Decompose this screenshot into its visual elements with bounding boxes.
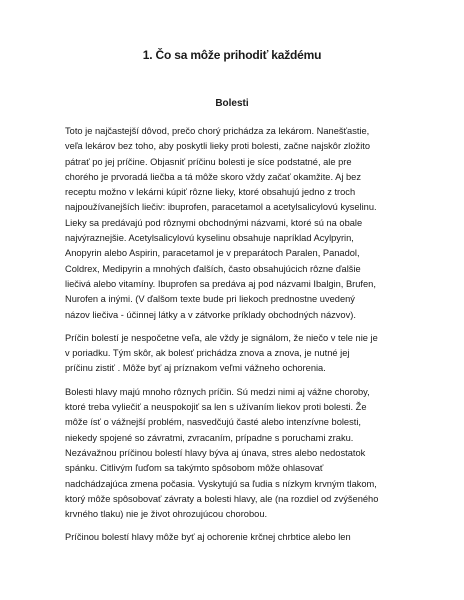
text-line: môže ísť o vážnejší problém, nasvedčujú časté alebo intenzívne bolesti, [65,417,361,428]
text-line: príčinu zistiť . Môže byť aj príznakom veľmi vážneho ochorenia. [65,363,326,374]
text-line: liečivá alebo vitamíny. Ibuprofen sa predáva aj pod názvami Ibalgin, Brufen, [65,278,376,289]
paragraph [65,385,405,523]
text-line: Anopyrin alebo Aspirin, paracetamol je v preparátoch Paralen, Panadol, [65,248,360,259]
text-line: pátrať po jej príčine. Objasniť príčinu bolesti je síce podstatné, ale pre [65,156,352,167]
text-line: v poriadku. Tým skôr, ak bolesť prichádza znova a znova, je nutné jej [65,348,350,359]
text-line: Lieky sa predávajú pod rôznymi obchodnými názvami, ktoré sú na obale [65,217,363,228]
text-line: niekedy spojené so závratmi, zvracaním, prípadne s poruchami zraku. [65,432,354,443]
text-line: Nezávažnou príčinou bolestí hlavy býva aj únava, stres alebo nedostatok [65,447,366,458]
text-line: receptu možno v lekárni kúpiť rôzne lieky, ktoré obsahujú jedno z troch [65,187,356,198]
text-line: najvýraznejšie. Acetylsalicylovú kyselinu obsahuje napríklad Acylpyrin, [65,233,354,244]
text-line: Príčinou bolestí hlavy môže byť aj ochorenie krčnej chrbtice alebo len [65,532,351,543]
text-line: chorého je prvoradá liečba a tá môže skoro vždy začať okamžite. Aj bez [65,171,361,182]
paragraph [65,331,405,377]
text-line: ktorý môže spôsobovať závraty a bolesti hlavy, ale (na rozdiel od zvýšeného [65,493,379,504]
text-line: názov liečiva - účinnej látky a v zátvorke príklady obchodných názvov). [65,309,356,320]
text-line: nadchádzajúca zmena počasia. Vyskytujú sa ľudia s nízkym krvným tlakom, [65,478,377,489]
page-title: 1. Čo sa môže prihodiť každému [142,48,322,62]
text-line: Príčin bolestí je nespočetne veľa, ale vždy je signálom, že niečo v tele nie je [65,332,378,343]
section-heading: Bolesti [215,98,249,109]
text-line: spánku. Citlivým ľuďom sa takýmto spôsobom môže ohlasovať [65,463,324,474]
text-line: Toto je najčastejší dôvod, prečo chorý prichádza za lekárom. Nanešťastie, [65,126,370,136]
text-line: Bolesti hlavy majú mnoho rôznych príčin. Sú medzi nimi aj vážne choroby, [65,386,370,397]
paragraph [65,530,405,545]
text-line: ktoré treba vyliečiť a neuspokojiť sa len s užívaním liekov proti bolesti. Že [65,402,367,413]
paragraph [65,124,405,323]
text-line: najpoužívanejších liečiv: ibuprofen, paracetamol a acetylsalicylovú kyselinu. [65,202,377,213]
body-text [65,124,405,554]
text-line: Nurofen a inými. (V ďalšom texte bude pri liekoch prednostne uvedený [65,294,355,305]
text-line: krvného tlaku) nie je život ohrozujúcou chorobou. [65,509,268,520]
text-line: Coldrex, Medipyrin a mnohých ďalších, často obsahujúcich rôzne ďalšie [65,263,361,274]
text-line: veľa lekárov bez toho, aby poskytli lieky proti bolesti, začne najskôr zložito [65,141,371,152]
